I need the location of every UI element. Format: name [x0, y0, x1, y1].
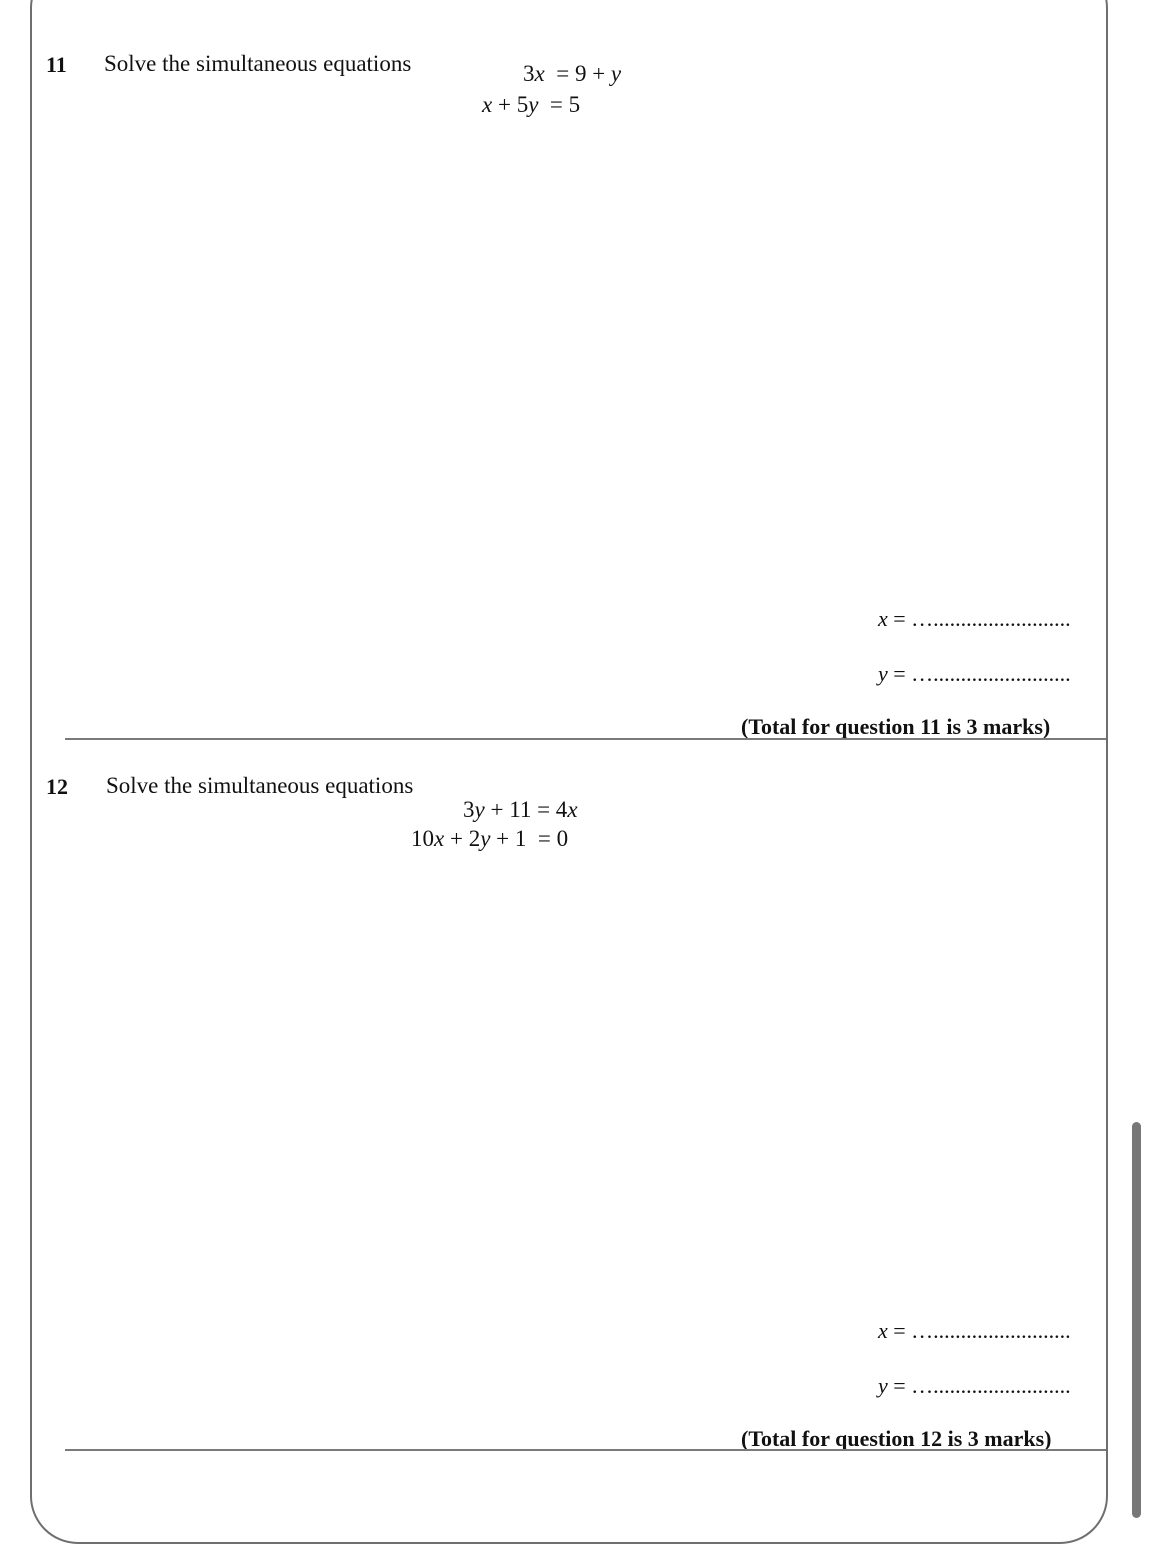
- eq-variable: y: [528, 92, 539, 117]
- answer-variable: y: [878, 661, 888, 686]
- question-11-answer-y[interactable]: [878, 661, 1071, 687]
- question-11-number: 11: [46, 52, 67, 77]
- question-12-prompt: Solve the simultaneous equations: [106, 773, 414, 798]
- question-11-answer-x[interactable]: [878, 606, 1071, 632]
- question-12-total: (Total for question 12 is 3 marks): [741, 1426, 1052, 1451]
- question-12-number: 12: [46, 774, 68, 799]
- eq-variable: x: [434, 826, 445, 851]
- answer-dots: = ….........................: [887, 661, 1071, 686]
- eq-variable: y: [474, 797, 485, 822]
- page-frame: [30, 0, 1108, 1544]
- eq-term: + 5: [492, 92, 529, 117]
- eq-term: = 9 +: [556, 61, 611, 86]
- eq-variable: x: [567, 797, 578, 822]
- question-12-divider: [65, 1449, 1106, 1451]
- vertical-scrollbar[interactable]: [1132, 1122, 1141, 1518]
- answer-variable: x: [878, 1318, 888, 1343]
- answer-variable: y: [878, 1373, 888, 1398]
- eq-term: 10: [411, 826, 434, 851]
- eq-variable: y: [480, 826, 491, 851]
- question-12-equation-2: [411, 826, 568, 852]
- eq-term: 3: [523, 61, 535, 86]
- question-11-equation-2: [482, 92, 580, 118]
- eq-variable: x: [534, 61, 545, 86]
- question-12-answer-y[interactable]: [878, 1373, 1071, 1399]
- answer-variable: x: [878, 606, 888, 631]
- eq-term: + 11 = 4: [484, 797, 568, 822]
- answer-dots: = ….........................: [887, 1373, 1071, 1398]
- question-11-divider: [65, 738, 1106, 740]
- answer-dots: = ….........................: [887, 606, 1071, 631]
- question-11-prompt: Solve the simultaneous equations: [104, 51, 412, 76]
- eq-term: = 5: [538, 92, 581, 117]
- eq-term: 3: [463, 797, 475, 822]
- question-11-total: (Total for question 11 is 3 marks): [741, 714, 1051, 739]
- eq-variable: y: [610, 61, 622, 86]
- eq-variable: x: [482, 92, 493, 117]
- question-11-equation-1: [523, 61, 621, 87]
- eq-term: + 1 = 0: [490, 826, 569, 851]
- eq-term: + 2: [444, 826, 481, 851]
- question-12-equation-1: [463, 797, 578, 823]
- answer-dots: = ….........................: [887, 1318, 1071, 1343]
- question-12-answer-x[interactable]: [878, 1318, 1071, 1344]
